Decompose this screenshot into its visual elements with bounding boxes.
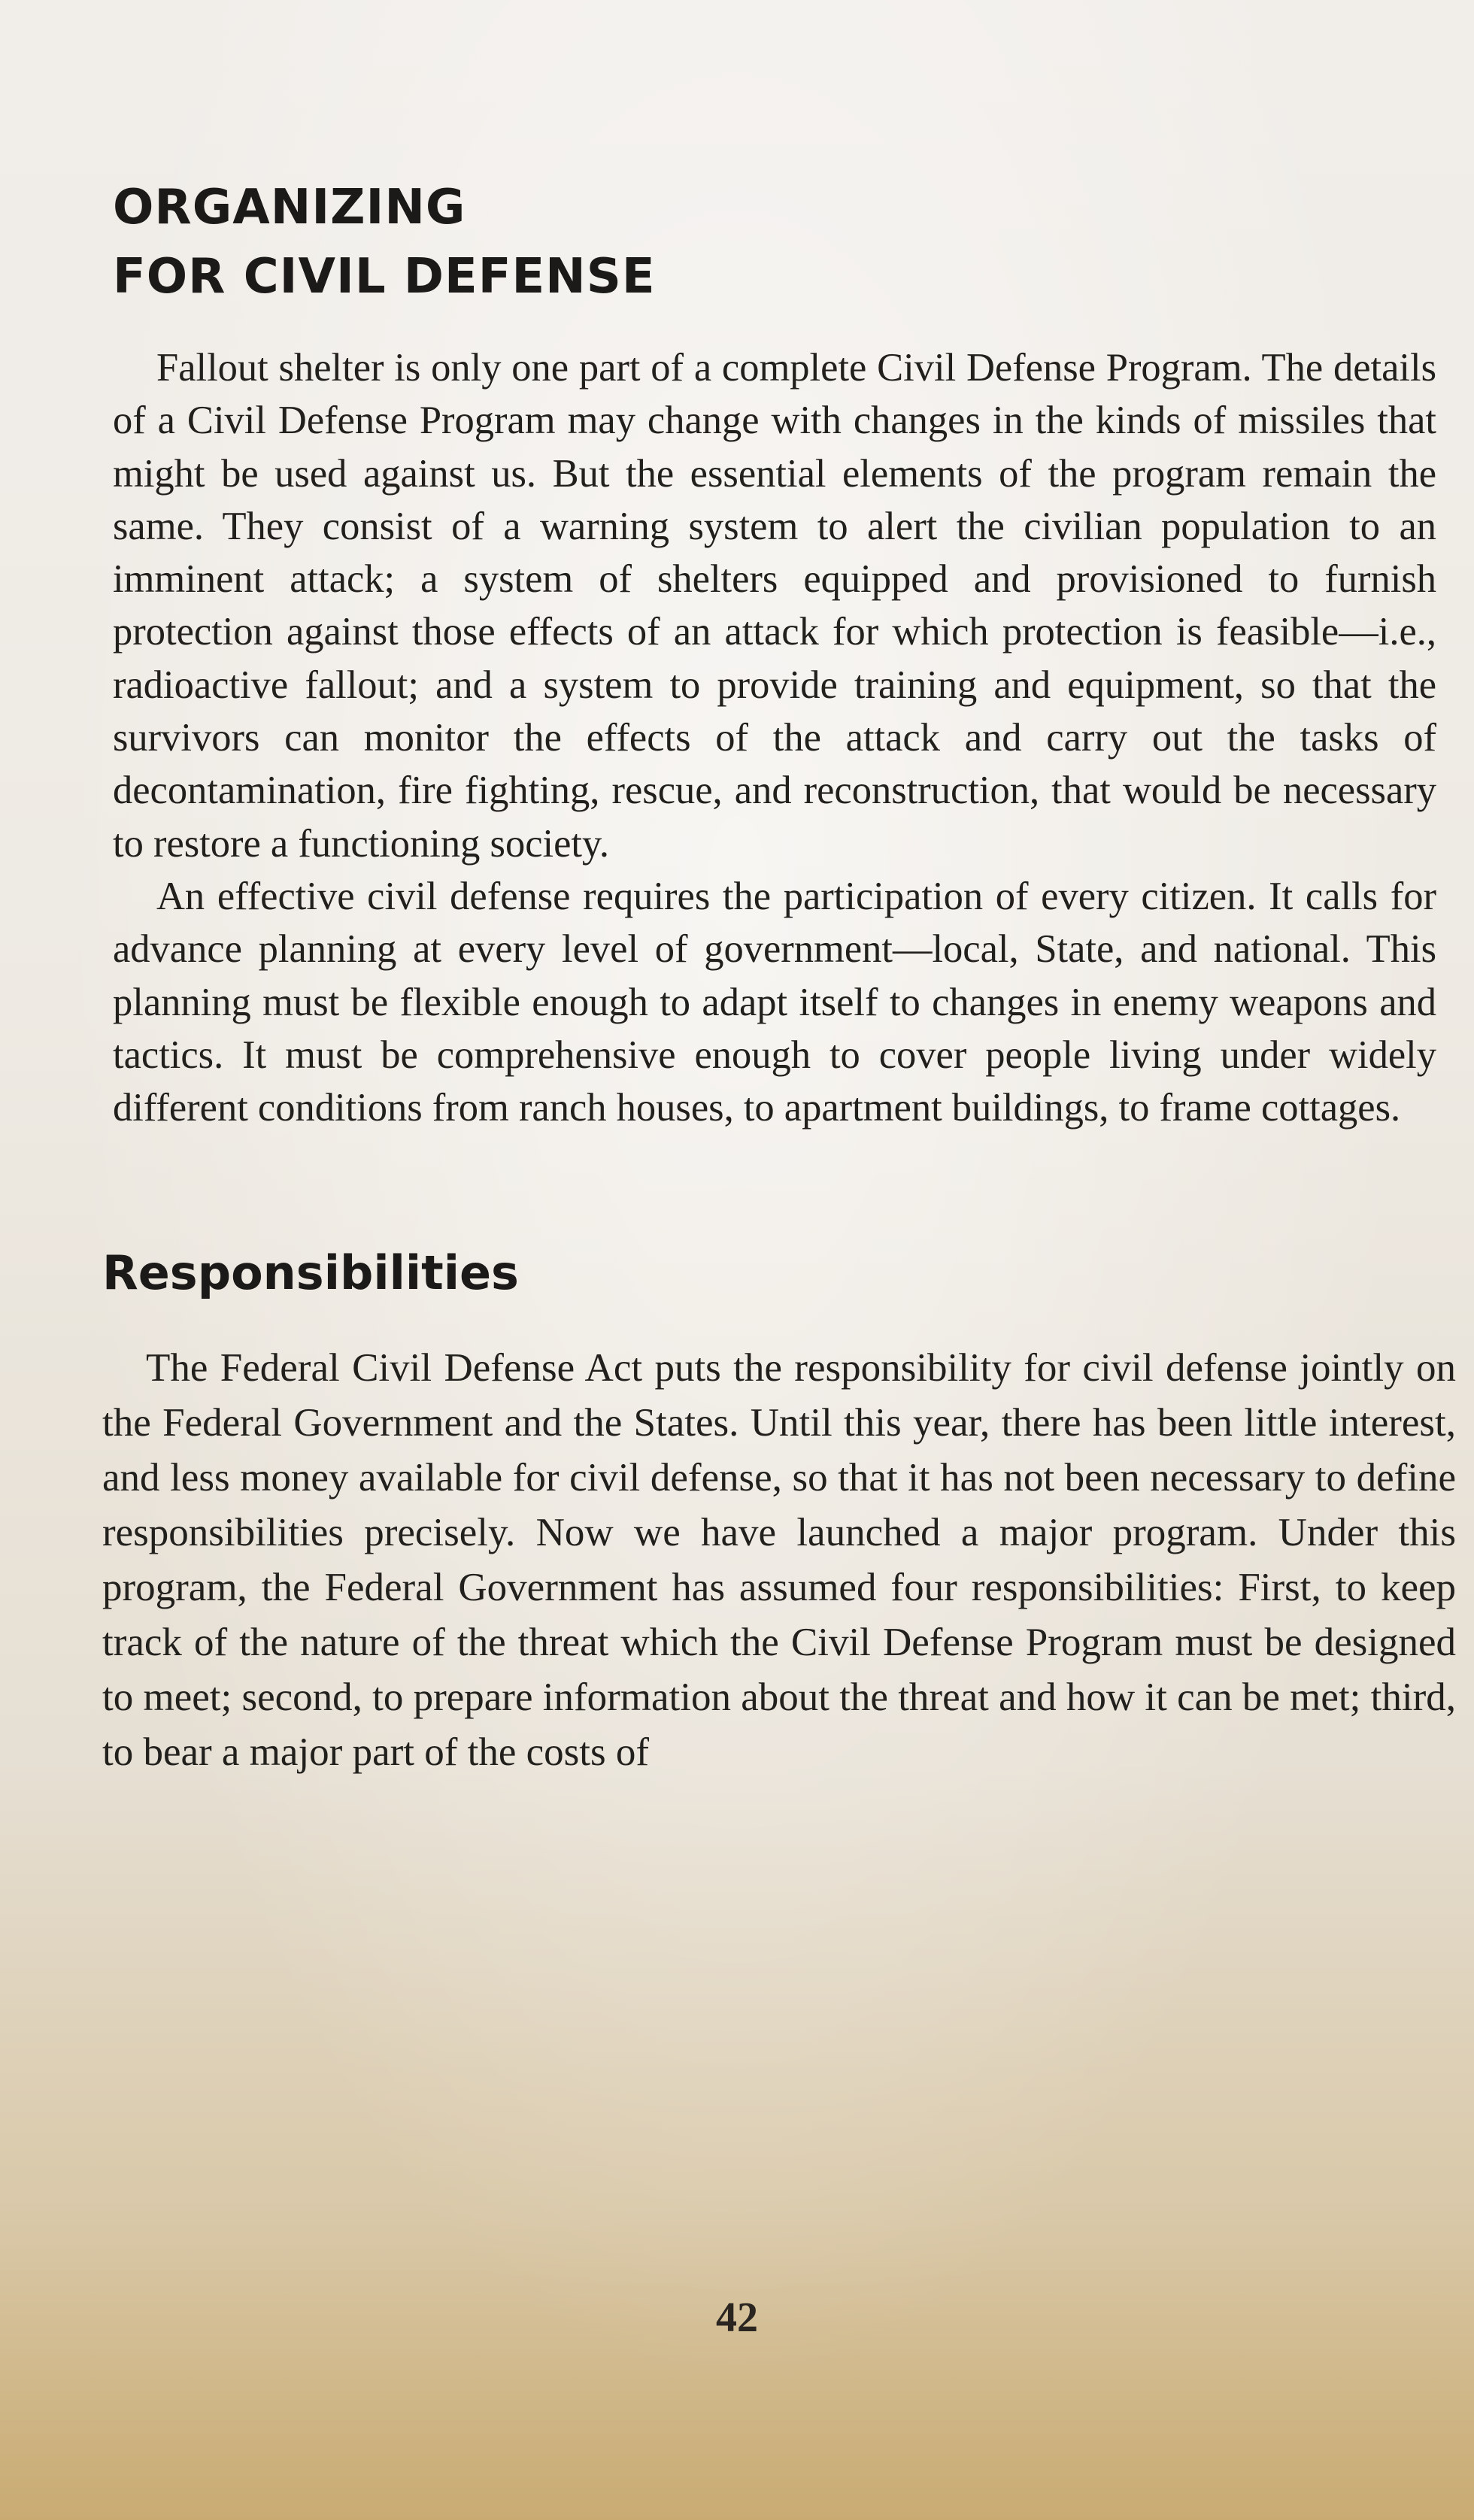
section-body [102,1341,1456,1780]
section-paragraph-1: The Federal Civil Defense Act puts the responsibility for civil defense jointly on the Federal Government and the States. Until this year, there has been little interest, and less money available for civil defense, so that it has not been necessary to define responsibilities precisely. Now we have launched a major program. Under this program, the Federal Government has assumed four responsibilities: First, to keep track of the nature of the threat which the Civil Defense Program must be designed to meet; second, to prepare information about the threat and how it can be met; third, to bear a major part of the costs of [102,1346,1456,1775]
chapter-body [113,341,1436,1134]
page-number: 42 [716,2294,758,2341]
chapter-paragraph-2: An effective civil defense requires the participation of every citizen. It calls for advance planning at every level of government—local, State, and national. This planning must be flexible enough to adapt itself to changes in enemy weapons and tactics. It must be comprehensive enough to cover people living under widely different conditions from ranch houses, to apartment buildings, to frame cottages. [113,874,1436,1130]
chapter-paragraph-1: Fallout shelter is only one part of a complete Civil Defense Program. The details of a Civil Defense Program may change with changes in the kinds of missiles that might be used against us. But the essential elements of the program remain the same. They consist of a warning system to alert the civilian population to an imminent attack; a system of shelters equipped and provisioned to furnish protection against those effects of an attack for which protection is feasible—i.e., radioactive fallout; and a system to provide training and equipment, so that the survivors can monitor the effects of the attack and carry out the tasks of decontamination, fire fighting, rescue, and reconstruction, that would be necessary to restore a functioning society. [113,346,1436,866]
section-heading: Responsibilities [102,1245,519,1301]
chapter-title: ORGANIZING FOR CIVIL DEFENSE [113,180,656,305]
page-content [102,173,1456,1780]
